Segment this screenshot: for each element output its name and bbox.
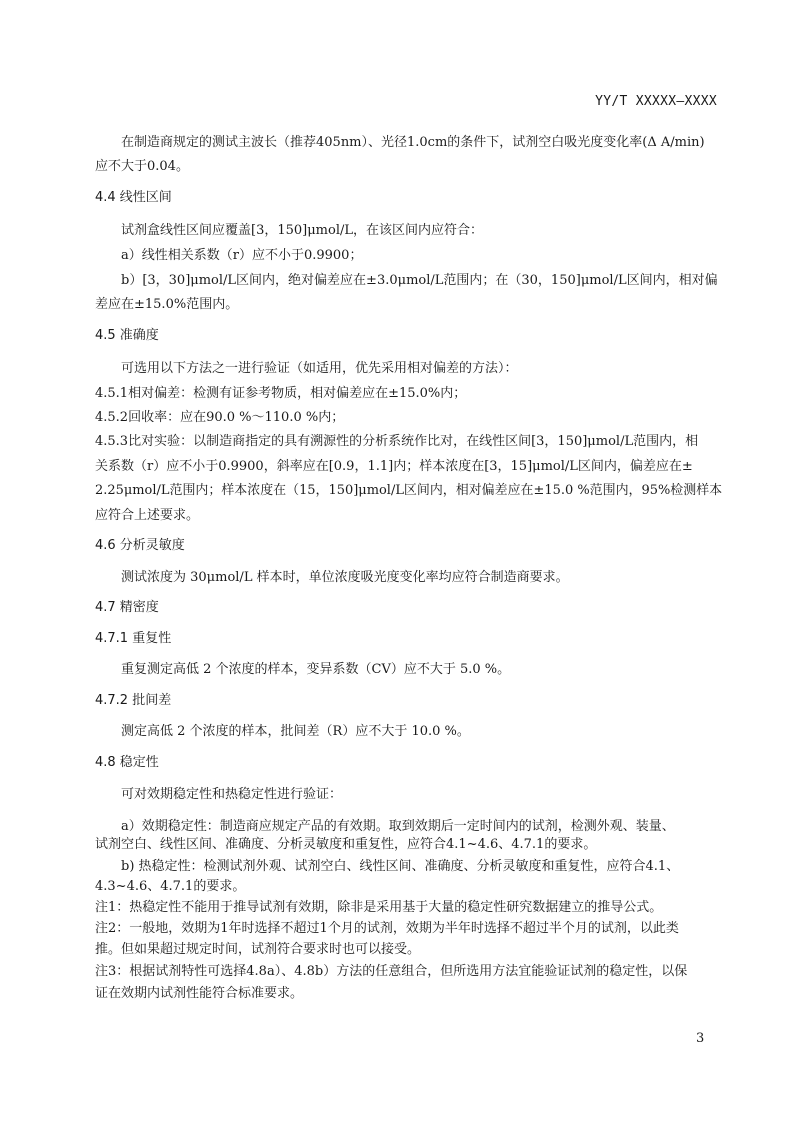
body-text: 2.25μmol/L范围内；样本浓度在（15，150]μmol/L区间内，相对偏差应在±15.0 %范围内，95%检测样本 [95, 483, 723, 498]
body-text: 在制造商规定的测试主波长（推荐405nm）、光径1.0cm的条件下，试剂空白吸光度变化率(Δ A/min) [121, 135, 705, 150]
list-item: b) 热稳定性：检测试剂外观、试剂空白、线性区间、准确度、分析灵敏度和重复性，应符合4.1、 [121, 859, 680, 874]
subsection-heading: 4.7.1 重复性 [95, 631, 172, 646]
note-text: 推。但如果超过规定时间，试剂符合要求时也可以接受。 [95, 942, 421, 957]
list-item: b）[3，30]μmol/L区间内，绝对偏差应在±3.0μmol/L范围内；在（30，150]μmol/L区间内，相对偏 [121, 273, 718, 288]
body-text: 可选用以下方法之一进行验证（如适用，优先采用相对偏差的方法）： [121, 361, 518, 376]
body-text: 可对效期稳定性和热稳定性进行验证： [121, 787, 343, 802]
body-text: 应不大于0.04。 [95, 159, 189, 174]
section-heading: 4.5 准确度 [95, 328, 159, 343]
body-text: 试剂盒线性区间应覆盖[3，150]μmol/L，在该区间内应符合： [121, 223, 484, 238]
note-text: 注1：热稳定性不能用于推导试剂有效期，除非是采用基于大量的稳定性研究数据建立的推导公式。 [95, 900, 663, 915]
body-text: 重复测定高低 2 个浓度的样本，变异系数（CV）应不大于 5.0 %。 [121, 662, 511, 677]
note-text: 证在效期内试剂性能符合标准要求。 [95, 986, 304, 1001]
body-text: 应符合上述要求。 [95, 508, 200, 523]
section-heading: 4.6 分析灵敏度 [95, 538, 185, 553]
body-text: 差应在±15.0%范围内。 [95, 297, 239, 312]
note-text: 注3：根据试剂特性可选择4.8a）、4.8b）方法的任意组合，但所选用方法宜能验证试剂的稳定性，以保 [95, 964, 688, 979]
body-text: 关系数（r）应不小于0.9900，斜率应在[0.9，1.1]内；样本浓度在[3，15]μmol/L区间内，偏差应在± [95, 459, 693, 474]
body-text: 4.5.2回收率：应在90.0 %～110.0 %内； [95, 410, 345, 425]
list-item: a）效期稳定性：制造商应规定产品的有效期。取到效期后一定时间内的试剂，检测外观、装量、 [121, 819, 675, 834]
document-code: YY/T XXXXX—XXXX [595, 94, 717, 109]
subsection-heading: 4.7.2 批间差 [95, 693, 172, 708]
body-text: 试剂空白、线性区间、准确度、分析灵敏度和重复性，应符合4.1~4.6、4.7.1的要求。 [95, 837, 597, 852]
body-text: 测试浓度为 30μmol/L 样本时，单位浓度吸光度变化率均应符合制造商要求。 [121, 570, 569, 585]
section-heading: 4.8 稳定性 [95, 755, 159, 770]
body-text: 测定高低 2 个浓度的样本，批间差（R）应不大于 10.0 %。 [121, 724, 470, 739]
body-text: 4.5.1相对偏差：检测有证参考物质，相对偏差应在±15.0%内； [95, 386, 467, 401]
section-heading: 4.7 精密度 [95, 600, 159, 615]
list-item: a）线性相关系数（r）应不小于0.9900； [121, 248, 363, 263]
body-text: 4.5.3比对实验：以制造商指定的具有溯源性的分析系统作比对，在线性区间[3，150]μmol/L范围内，相 [95, 434, 699, 449]
page-number: 3 [696, 1031, 705, 1046]
note-text: 注2：一般地，效期为1年时选择不超过1个月的试剂，效期为半年时选择不超过半个月的试剂，以此类 [95, 921, 679, 936]
body-text: 4.3~4.6、4.7.1的要求。 [95, 879, 246, 894]
section-heading: 4.4 线性区间 [95, 190, 172, 205]
